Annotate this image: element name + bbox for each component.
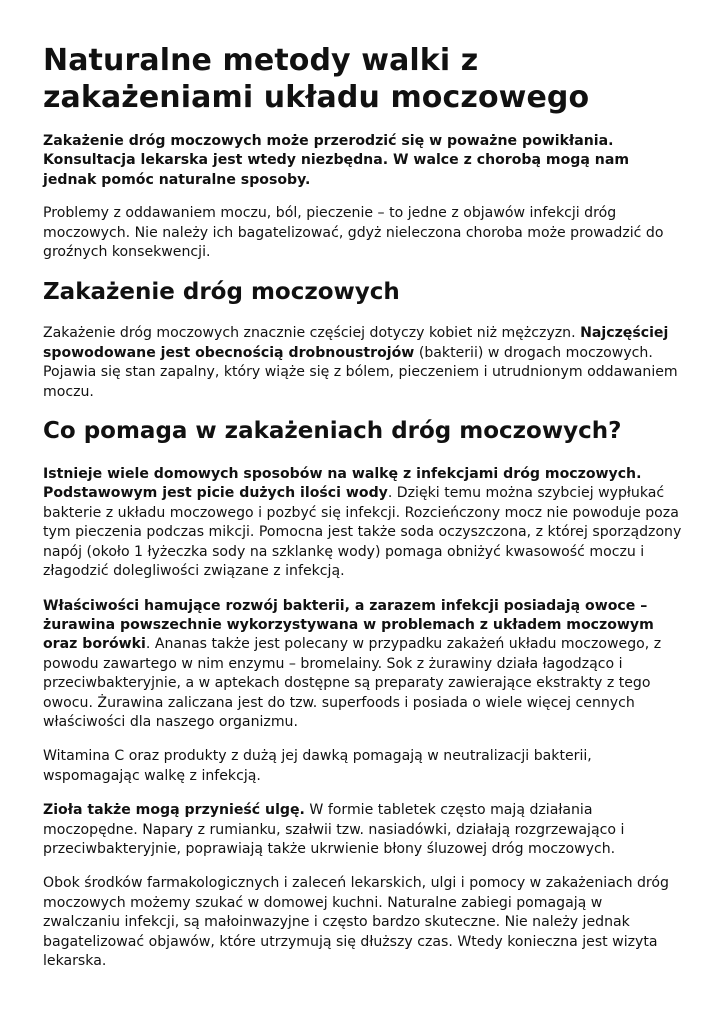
herbs-text-bold: Zioła także mogą przynieść ulgę. (43, 802, 305, 819)
vitamin-c-paragraph: Witamina C oraz produkty z dużą jej dawką pomagają w neutralizacji bakterii, wspomagając walkę z infekcją. (43, 748, 592, 784)
section-heading-remedies: Co pomaga w zakażeniach dróg moczowych? (43, 418, 622, 445)
lead-paragraph: Zakażenie dróg moczowych może przerodzić się w poważne powikłania. Konsultacja lekarska jest wtedy niezbędna. W walce z chorobą mogą nam jednak pomóc naturalne sposoby. (43, 133, 630, 188)
intro-paragraph: Problemy z oddawaniem moczu, ból, pieczenie – to jedne z objawów infekcji dróg moczowych. Nie należy ich bagatelizować, gdyż nieleczona choroba może prowadzić do groźnych konsekwencji. (43, 205, 664, 261)
section-heading-uti: Zakażenie dróg moczowych (43, 279, 400, 306)
water-text-bold: Istnieje wiele domowych sposobów na walkę z infekcjami dróg moczowych. Podstawowym jest picie dużych ilości wody (43, 466, 642, 502)
water-paragraph (43, 465, 682, 581)
uti-paragraph (43, 324, 682, 402)
uti-text-end: (bakterii) w drogach moczowych. Pojawia się stan zapalny, który wiąże się z bólem, pieczeniem i utrudnionym oddawaniem moczu. (43, 344, 678, 400)
closing-paragraph: Obok środków farmakologicznych i zaleceń lekarskich, ulgi i pomocy w zakażeniach dróg moczowych możemy szukać w domowej kuchni. Naturalne zabiegi pomagają w zwalczaniu infekcji, są małoinwazyjne i często bardzo skuteczne. Nie należy jednak bagatelizować objawów, które utrzymują się dłuższy czas. Wtedy konieczna jest wizyta lekarska. (43, 875, 669, 969)
water-text-rest: . Dzięki temu można szybciej wypłukać bakterie z układu moczowego i pozbyć się infekcji. Rozcieńczony mocz nie powoduje poza tym pieczenia podczas mikcji. Pomocna jest także soda oczyszczona, z której sporządzony napój (około 1 łyżeczka sody na szklankę wody) pomaga obniżyć kwasowość moczu i złagodzić dolegliwości związane z infekcją. (43, 485, 682, 580)
uti-text-bold: Najczęściej spowodowane jest obecnością drobnoustrojów (43, 325, 669, 361)
uti-text-start: Zakażenie dróg moczowych znacznie częściej dotyczy kobiet niż mężczyzn. (43, 325, 581, 342)
herbs-text-rest: W formie tabletek często mają działania moczopędne. Napary z rumianku, szałwii tzw. nasiadówki, działają rozgrzewająco i przeciwbakteryjnie, poprawiają także ukrwienie błony śluzowej dróg moczowych. (43, 802, 625, 857)
article-title: Naturalne metody walki z zakażeniami układu moczowego (43, 43, 590, 115)
fruit-text-rest: . Ananas także jest polecany w przypadku zakażeń układu moczowego, z powodu zawartego w nim enzymu – bromelainy. Sok z żurawiny działa łagodząco i przeciwbakteryjnie, a w aptekach dostępne są preparaty zawierające ekstrakty z tego owocu. Żurawina zaliczana jest do tzw. superfoods i posiada o wiele więcej cennych właściwości dla naszego organizmu. (43, 636, 662, 730)
fruit-paragraph (43, 597, 682, 733)
herbs-paragraph (43, 801, 682, 859)
fruit-text-bold: Właściwości hamujące rozwój bakterii, a zarazem infekcji posiadają owoce – żurawina powszechnie wykorzystywana w problemach z układem moczowym oraz borówki (43, 597, 654, 653)
